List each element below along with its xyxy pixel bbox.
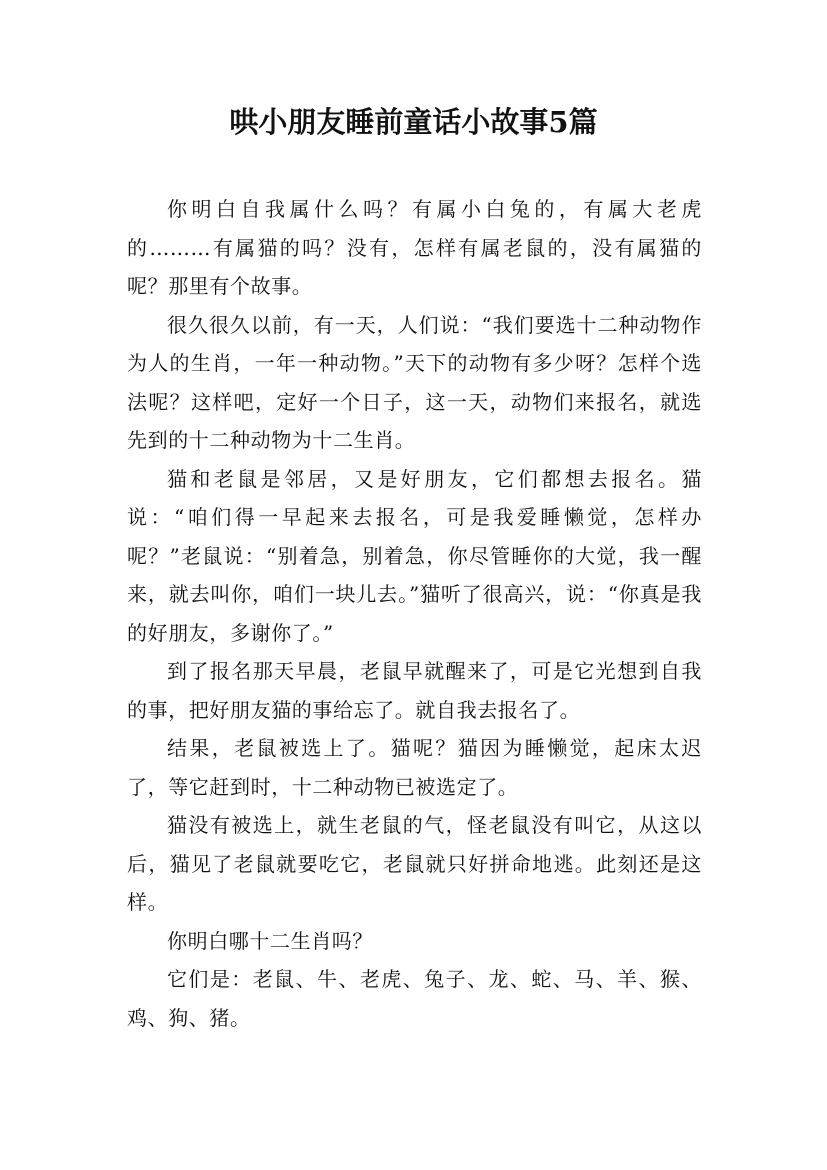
paragraph-7: 你明白哪十二生肖吗？	[167, 928, 373, 953]
document-body	[127, 190, 702, 1037]
paragraph-1: 你明白自我属什么吗？有属小白兔的，有属大老虎的………有属猫的吗？没有，怎样有属老鼠的，没有属猫的呢？那里有个故事。	[127, 197, 702, 298]
paragraph-5: 结果，老鼠被选上了。猫呢？猫因为睡懒觉，起床太迟了，等它赶到时，十二种动物已被选定了。	[127, 736, 702, 799]
paragraph-8: 它们是：老鼠、牛、老虎、兔子、龙、蛇、马、羊、猴、鸡、狗、猪。	[127, 967, 702, 1030]
paragraph-2: 很久很久以前，有一天，人们说：“我们要选十二种动物作为人的生肖，一年一种动物。”天下的动物有多少呀？怎样个选法呢？这样吧，定好一个日子，这一天，动物们来报名，就选先到的十二种动物为十二生肖。	[127, 312, 702, 452]
paragraph-3: 猫和老鼠是邻居，又是好朋友，它们都想去报名。猫说：“咱们得一早起来去报名，可是我爱睡懒觉，怎样办呢？”老鼠说：“别着急，别着急，你尽管睡你的大觉，我一醒来，就去叫你，咱们一块儿去。”猫听了很高兴，说：“你真是我的好朋友，多谢你了。”	[127, 466, 702, 645]
paragraph-4: 到了报名那天早晨，老鼠早就醒来了，可是它光想到自我的事，把好朋友猫的事给忘了。就自我去报名了。	[127, 659, 702, 722]
paragraph-6: 猫没有被选上，就生老鼠的气，怪老鼠没有叫它，从这以后，猫见了老鼠就要吃它，老鼠就只好拼命地逃。此刻还是这样。	[127, 813, 702, 914]
document-title: 哄小朋友睡前童话小故事5篇	[229, 105, 598, 139]
